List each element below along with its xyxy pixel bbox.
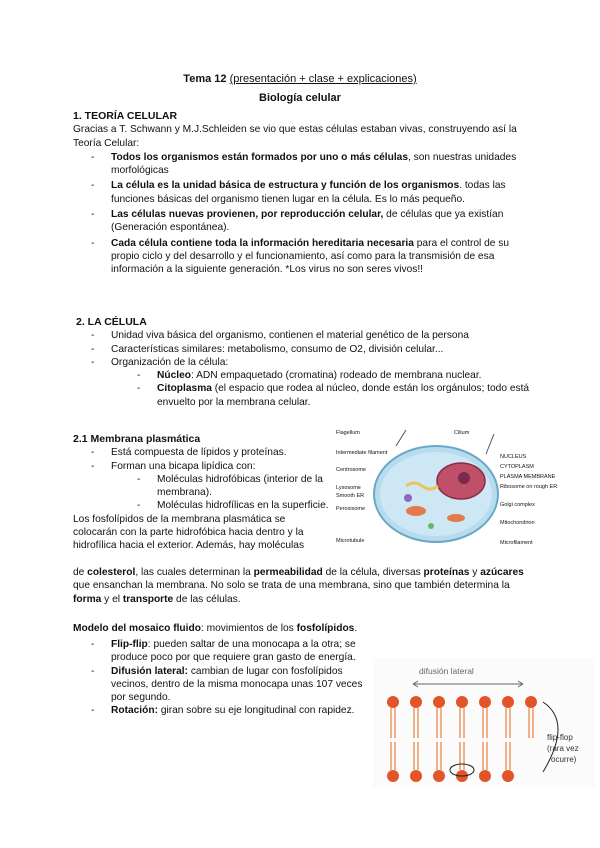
section-intro: Gracias a T. Schwann y M.J.Schleiden se vio que estas células estaban vivas, construyendo así la Teoría Celular: xyxy=(73,124,517,149)
sub-list-item: - Citoplasma (el espacio que rodea al núcleo, donde están los orgánulos; todo está envuelto por la membrana celular. xyxy=(73,382,533,409)
section-heading: 1. TEORÍA CELULAR xyxy=(73,110,178,122)
mosaic-list xyxy=(73,638,373,718)
section-heading: 2. LA CÉLULA xyxy=(76,316,147,328)
label-plasma-membrane: PLASMA MEMBRANE xyxy=(500,474,556,480)
label-cytoplasm: CYTOPLASM xyxy=(500,464,534,470)
list-item: - La célula es la unidad básica de estructura y función de los organismos. todas las funciones básicas del organismo tienen lugar en la célula. Es lo más pequeño. xyxy=(73,179,533,206)
list-item: - Difusión lateral: cambian de lugar con fosfolípidos vecinos, dentro de la misma monocapa unas 107 veces por segundo. xyxy=(73,665,373,705)
label-intermediate-filament: Intermediate filament xyxy=(336,450,388,456)
label-nucleus: NUCLEUS xyxy=(500,454,527,460)
sub-list-item: - Moléculas hidrofílicas en la superficie. xyxy=(73,499,343,512)
document-subtitle: Biología celular xyxy=(259,92,341,104)
section-la-celula xyxy=(73,316,533,409)
mosaic-heading: Modelo del mosaico fluido: movimientos de los fosfolípidos. xyxy=(73,623,358,634)
list-item: - Rotación: giran sobre su eje longitudinal con rapidez. xyxy=(73,704,373,717)
list-item: - Las células nuevas provienen, por reproducción celular, de células que ya existían (Generación espontánea). xyxy=(73,208,533,235)
mitochondrion xyxy=(447,514,465,522)
sub-list-item: - Núcleo: ADN empaquetado (cromatina) rodeado de membrana nuclear. xyxy=(73,369,533,382)
label-microtubule: Microtubule xyxy=(336,538,365,544)
list-item: - Todos los organismos están formados por uno o más células, son nuestras unidades morfológicas xyxy=(73,151,533,178)
tema-number: Tema 12 xyxy=(183,73,227,85)
section-teoria-celular xyxy=(73,110,533,277)
lysosome xyxy=(404,494,412,502)
membrane-paragraph: de colesterol, las cuales determinan la permeabilidad de la célula, diversas proteínas y azúcares que ensanchan la membrana. No solo se trata de una membrana, sino que también determina la forma y el transporte de las células. xyxy=(73,567,524,605)
label-flagellum: Flagellum xyxy=(336,430,360,436)
section-heading: 2.1 Membrana plasmática xyxy=(73,433,201,445)
animal-cell-figure xyxy=(336,426,558,554)
label-peroxisome: Peroxisome xyxy=(336,506,366,512)
list-item: - Cada célula contiene toda la información hereditaria necesaria para el control de su propio ciclo y del desarrollo y el funcionamiento, así como para la transmisión de esa información a la siguiente generación. *Los virus no son seres vivos!! xyxy=(73,237,533,277)
label-rara-vez: (rara vez xyxy=(547,744,579,753)
list-item: - Características similares: metabolismo, consumo de O2, división celular... xyxy=(73,343,533,356)
paragraph-line: Los fosfolípidos de la membrana plasmática se xyxy=(73,513,286,525)
list-item: - Flip-flip: pueden saltar de una monocapa a la otra; se produce poco por que requiere gran gasto de energía. xyxy=(73,638,373,665)
list-item: - Forman una bicapa lipídica con: xyxy=(73,460,343,473)
label-golgi: Golgi complex xyxy=(500,502,535,508)
paragraph-line: hidrofílica hacia el exterior. Además, hay moléculas xyxy=(73,540,305,552)
list-item: - Unidad viva básica del organismo, contienen el material genético de la persona xyxy=(73,329,533,342)
label-flip-flop: flip-flop xyxy=(547,733,573,742)
flagellum-line xyxy=(396,430,406,446)
label-difusion-lateral: difusión lateral xyxy=(419,666,474,676)
label-cilium: Cilium xyxy=(454,430,470,436)
label-microfilament: Microfilament xyxy=(500,540,533,546)
label-smooth-er: Smooth ER xyxy=(336,493,365,499)
label-ribosome: Ribosome on rough ER xyxy=(500,484,558,490)
list-item: - Organización de la célula: xyxy=(73,356,533,369)
paragraph-line: colocarán con la parte hidrofóbica hacia dentro y la xyxy=(73,527,304,539)
peroxisome xyxy=(428,523,434,529)
label-centrosome: Centrosome xyxy=(336,467,366,473)
document-title xyxy=(0,73,600,86)
bilayer-figure xyxy=(373,658,595,788)
cilium-line xyxy=(486,434,494,454)
mitochondrion xyxy=(406,506,426,516)
nucleolus xyxy=(458,472,470,484)
tema-description: (presentación + clase + explicaciones) xyxy=(229,73,417,85)
label-mitochondrion: Mitochondrion xyxy=(500,520,535,526)
section-membrana-plasmatica xyxy=(73,433,343,553)
label-lysosome: Lysosome xyxy=(336,485,361,491)
sub-list-item: - Moléculas hidrofóbicas (interior de la membrana). xyxy=(73,473,343,500)
label-ocurre: ocurre) xyxy=(551,755,577,764)
list-item: - Está compuesta de lípidos y proteínas. xyxy=(73,446,343,459)
